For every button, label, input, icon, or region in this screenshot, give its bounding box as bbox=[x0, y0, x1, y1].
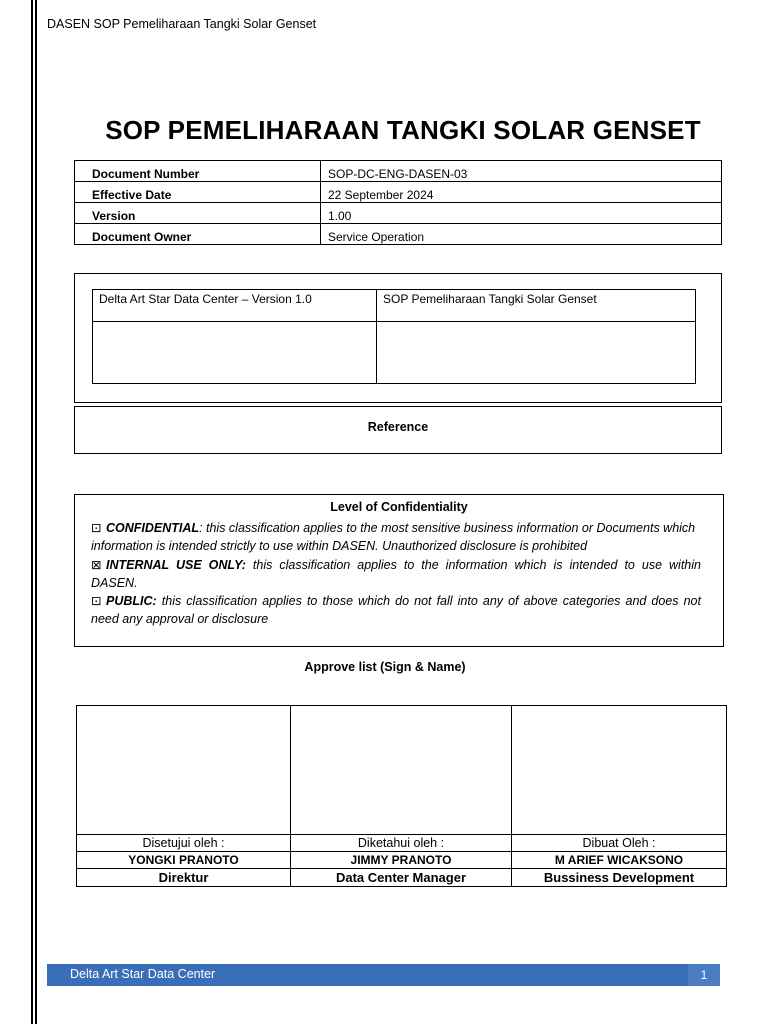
revision-cell-empty bbox=[377, 322, 696, 384]
revision-cell-title: Delta Art Star Data Center – Version 1.0 bbox=[93, 290, 377, 322]
page-header: DASEN SOP Pemeliharaan Tangki Solar Genset bbox=[47, 17, 317, 31]
checkbox-unchecked-icon: ⊡ bbox=[91, 521, 102, 535]
info-value: 1.00 bbox=[321, 203, 722, 224]
signature-cell bbox=[512, 706, 727, 835]
role-row bbox=[77, 835, 727, 852]
confidentiality-text: this classification applies to the information which is intended to use within DASEN. bbox=[91, 558, 701, 590]
approver-role: Dibuat Oleh : bbox=[512, 835, 727, 852]
info-value: 22 September 2024 bbox=[321, 182, 722, 203]
info-label: Effective Date bbox=[75, 182, 321, 203]
document-info-table bbox=[74, 160, 722, 245]
confidentiality-title: Level of Confidentiality bbox=[330, 500, 468, 514]
approver-role: Disetujui oleh : bbox=[77, 835, 291, 852]
page-number: 1 bbox=[688, 964, 720, 986]
confidentiality-label: CONFIDENTIAL bbox=[106, 521, 200, 535]
approver-position: Bussiness Development bbox=[512, 869, 727, 887]
info-label: Document Owner bbox=[75, 224, 321, 245]
approver-position: Direktur bbox=[77, 869, 291, 887]
approve-list-title: Approve list (Sign & Name) bbox=[304, 660, 466, 674]
confidentiality-label: INTERNAL USE ONLY: bbox=[106, 558, 246, 572]
checkbox-checked-icon: ⊠ bbox=[91, 558, 102, 572]
info-row-document-number bbox=[75, 161, 722, 182]
confidentiality-text: : this classification applies to the most sensitive business information or Documents which information is intended strictly to use within DASEN. Unauthorized disclosure is prohibited bbox=[91, 521, 696, 553]
reference-box bbox=[74, 406, 722, 454]
approver-name: YONGKI PRANOTO bbox=[77, 852, 291, 869]
info-row-version bbox=[75, 203, 722, 224]
page-footer bbox=[47, 964, 720, 986]
approve-table bbox=[76, 705, 727, 887]
confidentiality-item-public bbox=[91, 592, 701, 628]
info-label: Version bbox=[75, 203, 321, 224]
approver-name: JIMMY PRANOTO bbox=[291, 852, 512, 869]
confidentiality-item-confidential bbox=[91, 519, 701, 555]
position-row bbox=[77, 869, 727, 887]
confidentiality-label: PUBLIC: bbox=[106, 594, 157, 608]
revision-cell-empty bbox=[93, 322, 377, 384]
revision-table bbox=[92, 289, 696, 384]
revision-cell-subject: SOP Pemeliharaan Tangki Solar Genset bbox=[377, 290, 696, 322]
reference-label: Reference bbox=[367, 420, 429, 434]
confidentiality-box bbox=[74, 494, 724, 647]
info-value: Service Operation bbox=[321, 224, 722, 245]
approver-position: Data Center Manager bbox=[291, 869, 512, 887]
signature-row bbox=[77, 706, 727, 835]
footer-text: Delta Art Star Data Center bbox=[70, 967, 216, 981]
document-title: SOP PEMELIHARAAN TANGKI SOLAR GENSET bbox=[105, 115, 701, 145]
margin-line-outer bbox=[31, 0, 33, 1024]
name-row bbox=[77, 852, 727, 869]
margin-line-inner bbox=[35, 0, 37, 1024]
approver-name: M ARIEF WICAKSONO bbox=[512, 852, 727, 869]
info-row-document-owner bbox=[75, 224, 722, 245]
info-label: Document Number bbox=[75, 161, 321, 182]
signature-cell bbox=[291, 706, 512, 835]
confidentiality-text: this classification applies to those which do not fall into any of above categories and does not need any approval or disclosure bbox=[91, 594, 701, 626]
signature-cell bbox=[77, 706, 291, 835]
checkbox-unchecked-icon: ⊡ bbox=[91, 594, 102, 608]
confidentiality-item-internal bbox=[91, 556, 701, 592]
info-row-effective-date bbox=[75, 182, 722, 203]
info-value: SOP-DC-ENG-DASEN-03 bbox=[321, 161, 722, 182]
approver-role: Diketahui oleh : bbox=[291, 835, 512, 852]
